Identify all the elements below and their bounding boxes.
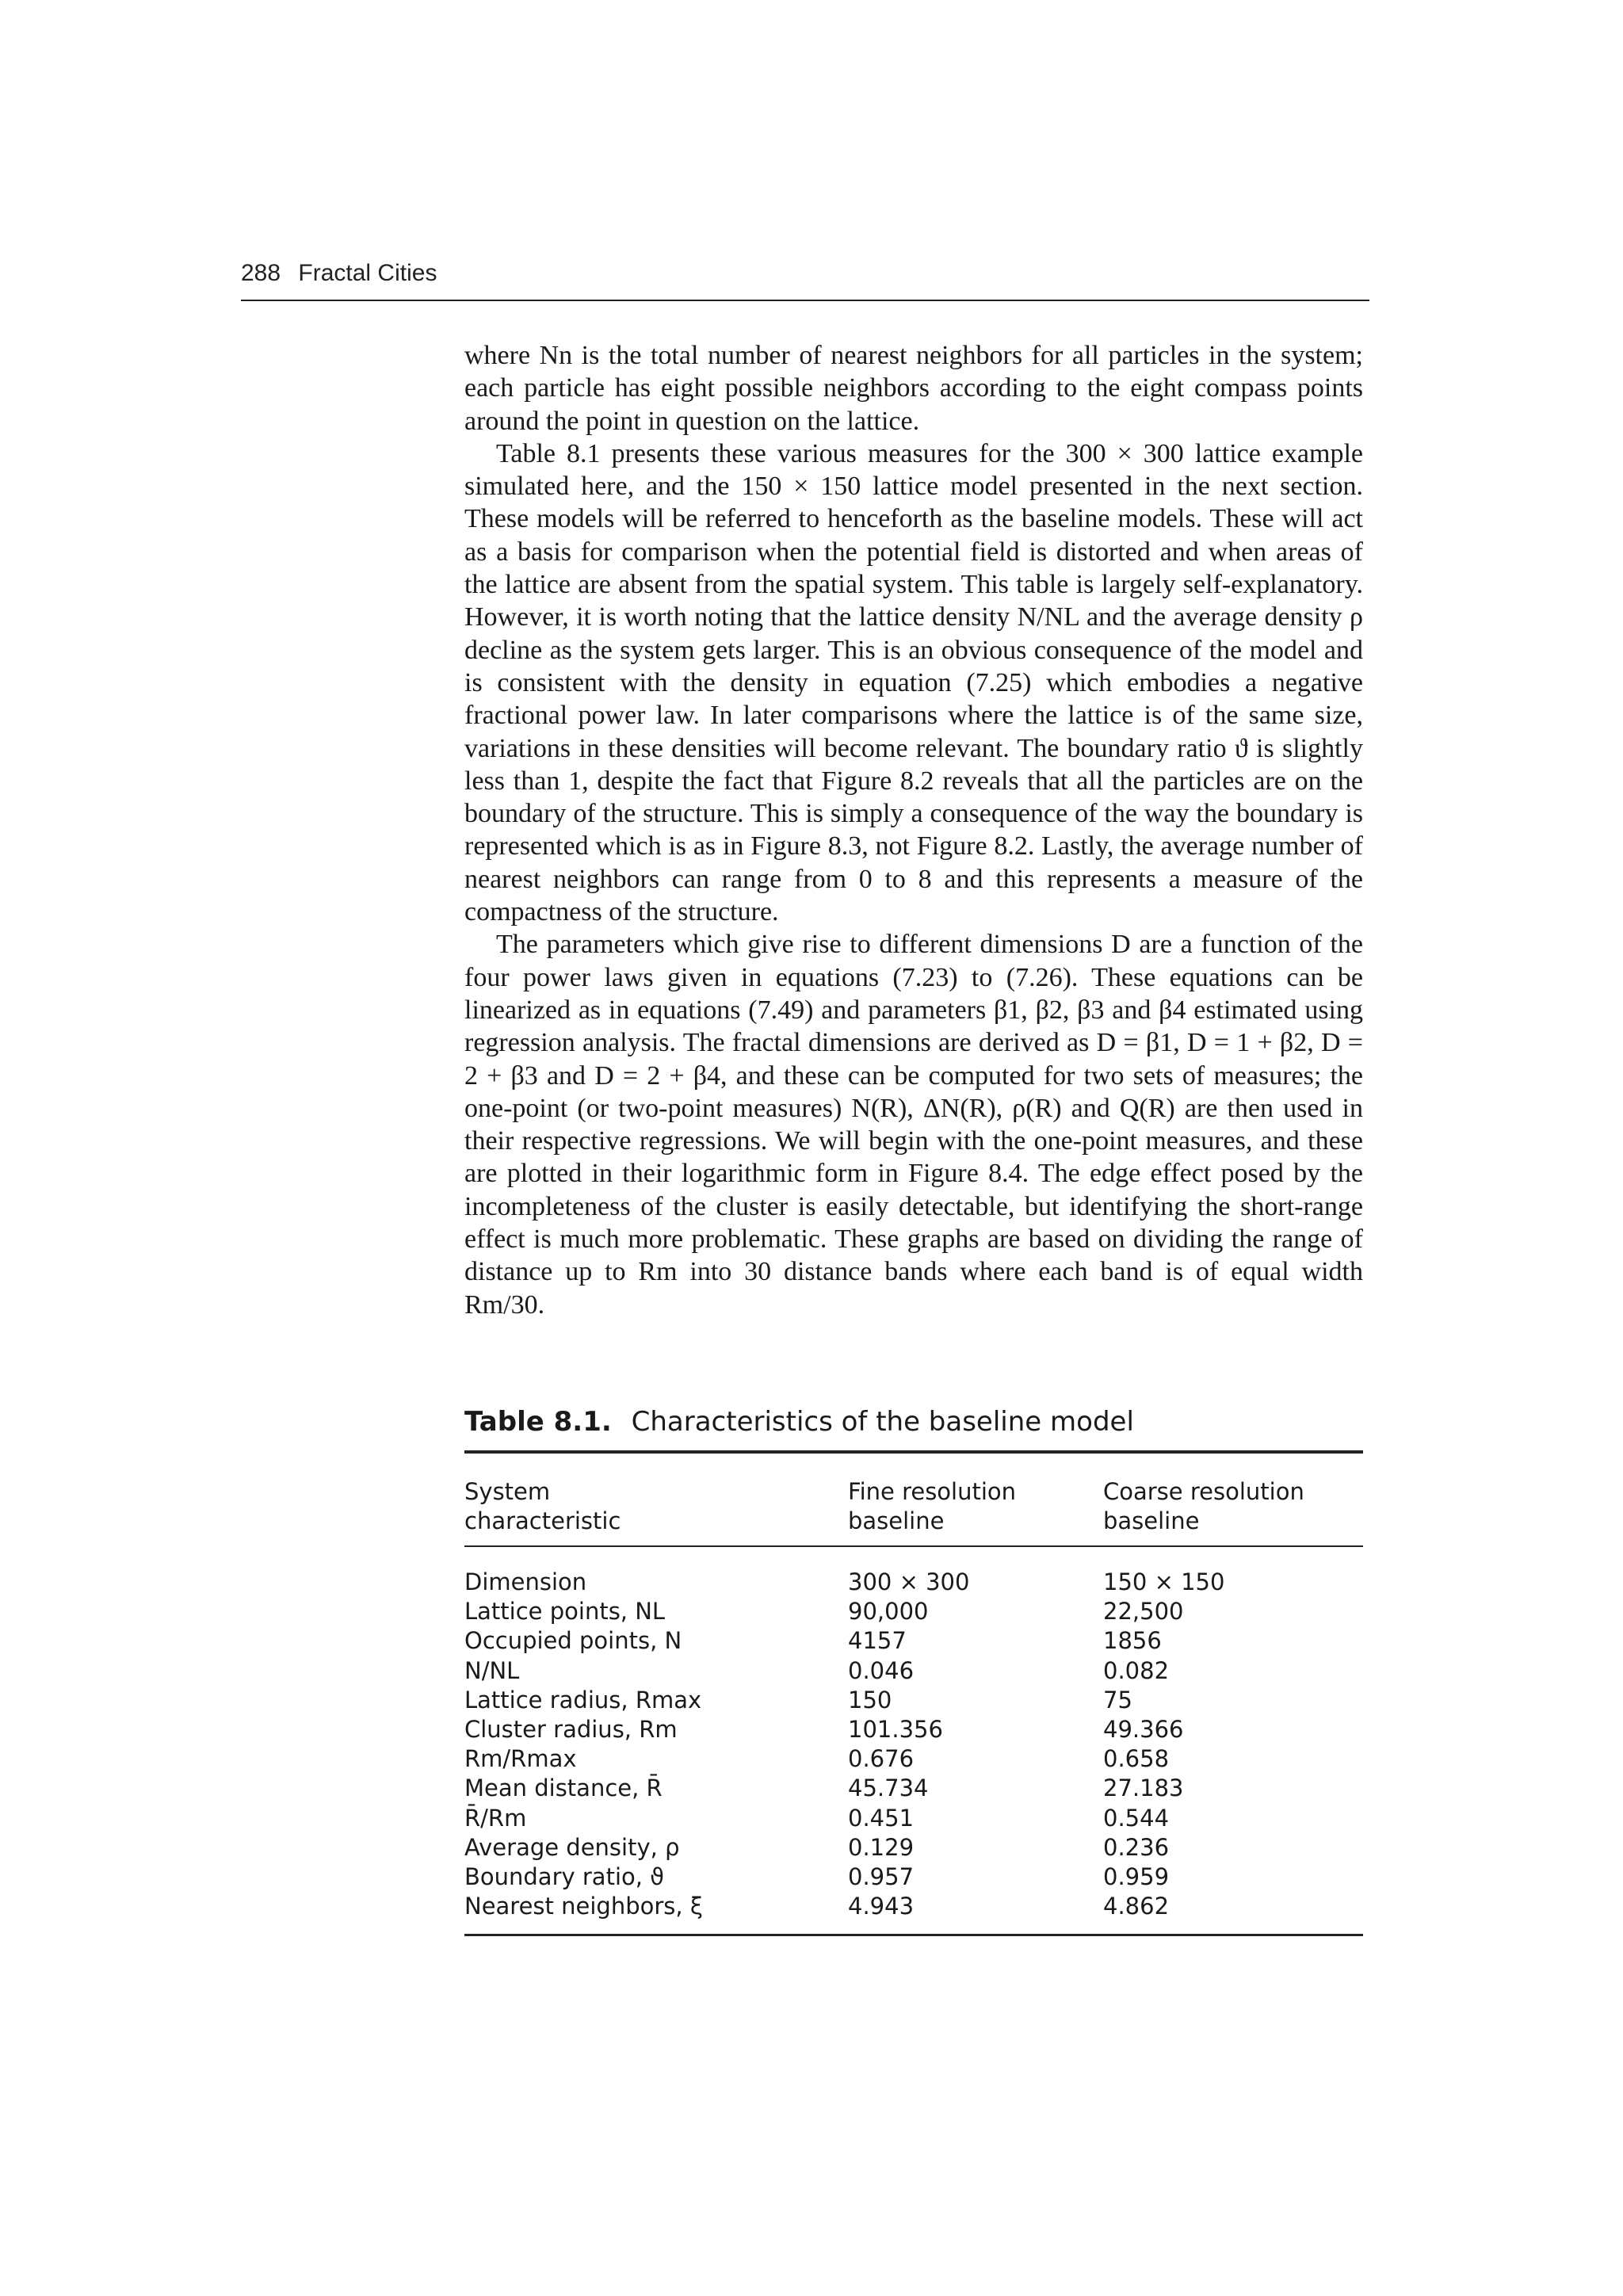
table-number: Table 8.1.	[464, 1406, 612, 1438]
fine-value: 0.129	[848, 1833, 915, 1861]
row-label: Dimension	[464, 1568, 587, 1595]
table-row	[464, 1568, 1363, 1597]
table-row	[464, 1862, 1363, 1892]
coarse-value: 1856	[1103, 1627, 1162, 1655]
row-label: Lattice radius, Rmax	[464, 1686, 702, 1713]
coarse-value: 0.959	[1103, 1862, 1170, 1890]
coarse-value: 0.544	[1103, 1804, 1170, 1832]
fine-value: 0.957	[848, 1862, 915, 1890]
paragraph-1: where Nn is the total number of nearest neighbors for all particles in the system; each particle has eight possible neighbors according to the eight compass points around the point in question on the lattice.	[464, 341, 1363, 436]
coarse-value: 0.658	[1103, 1745, 1170, 1773]
row-label: Average density, ρ	[464, 1833, 680, 1861]
coarse-value: 49.366	[1103, 1715, 1184, 1743]
table-body	[464, 1568, 1363, 1921]
row-label: R̄/Rm	[464, 1804, 527, 1832]
table-row	[464, 1626, 1363, 1656]
paragraph-2: Table 8.1 presents these various measures for the 300 × 300 lattice example simulated here, and the 150 × 150 lattice model presented in the next section. These models will be referred to henceforth as the baseline models. These will act as a basis for comparison when the potential field is distorted and when areas of the lattice are absent from the spatial system. This table is largely self-explanatory. However, it is worth noting that the lattice density N/NL and the average density ρ decline as the system gets larger. This is an obvious consequence of the model and is consistent with the density in equation (7.25) which embodies a negative fractional power law. In later comparisons where the lattice is of the same size, variations in these densities will become relevant. The boundary ratio ϑ is slightly less than 1, despite the fact that Figure 8.2 reveals that all the particles are on the boundary of the structure. This is simply a consequence of the way the boundary is represented which is as in Figure 8.3, not Figure 8.2. Lastly, the average number of nearest neighbors can range from 0 to 8 and this represents a measure of the compactness of the structure.	[464, 438, 1363, 927]
running-title: Fractal Cities	[298, 260, 437, 286]
table-row	[464, 1774, 1363, 1803]
row-label: N/NL	[464, 1656, 520, 1684]
table-caption	[464, 1406, 1134, 1438]
table-row	[464, 1597, 1363, 1626]
table-top-rule	[464, 1450, 1363, 1454]
running-head	[241, 260, 437, 287]
paragraph-3: The parameters which give rise to different dimensions D are a function of the four power laws given in equations (7.23) to (7.26). These equations can be linearized as in equations (7.49) and parameters β1, β2, β3 and β4 estimated using regression analysis. The fractal dimensions are derived as D = β1, D = 1 + β2, D = 2 + β3 and D = 2 + β4, and these can be computed for two sets of measures; the one-point (or two-point measures) N(R), ΔN(R), ρ(R) and Q(R) are then used in their respective regressions. We will begin with the one-point measures, and these are plotted in their logarithmic form in Figure 8.4. The edge effect posed by the incompleteness of the cluster is easily detectable, but identifying the short-range effect is much more problematic. These graphs are based on dividing the range of distance up to Rm into 30 distance bands where each band is of equal width Rm/30.	[464, 930, 1363, 1320]
coarse-value: 0.236	[1103, 1833, 1170, 1861]
body-text	[464, 339, 1363, 1321]
row-label: Cluster radius, Rm	[464, 1715, 678, 1743]
table-row	[464, 1686, 1363, 1715]
column-header-fine: Fine resolution baseline	[848, 1478, 1017, 1534]
fine-value: 300 × 300	[848, 1568, 970, 1595]
table-row	[464, 1804, 1363, 1833]
coarse-value: 150 × 150	[1103, 1568, 1225, 1595]
column-header-coarse: Coarse resolution baseline	[1103, 1478, 1304, 1534]
fine-value: 0.046	[848, 1656, 915, 1684]
table-row	[464, 1656, 1363, 1686]
row-label: Boundary ratio, ϑ	[464, 1862, 665, 1890]
table-row	[464, 1715, 1363, 1744]
fine-value: 4157	[848, 1627, 907, 1655]
fine-value: 90,000	[848, 1598, 929, 1626]
row-label: Lattice points, NL	[464, 1598, 666, 1626]
coarse-value: 0.082	[1103, 1656, 1170, 1684]
fine-value: 0.451	[848, 1804, 915, 1832]
table-bottom-rule	[464, 1934, 1363, 1936]
row-label: Rm/Rmax	[464, 1745, 577, 1773]
coarse-value: 4.862	[1103, 1893, 1170, 1920]
coarse-value: 27.183	[1103, 1775, 1184, 1802]
fine-value: 4.943	[848, 1893, 915, 1920]
fine-value: 101.356	[848, 1715, 943, 1743]
row-label: Nearest neighbors, ξ	[464, 1893, 703, 1920]
fine-value: 45.734	[848, 1775, 929, 1802]
row-label: Mean distance, R̄	[464, 1775, 663, 1802]
table-row	[464, 1833, 1363, 1862]
coarse-value: 22,500	[1103, 1598, 1184, 1626]
page-number: 288	[241, 260, 281, 286]
fine-value: 0.676	[848, 1745, 915, 1773]
fine-value: 150	[848, 1686, 892, 1713]
table-header-rule	[464, 1545, 1363, 1547]
table-caption-text: Characteristics of the baseline model	[631, 1406, 1134, 1438]
row-label: Occupied points, N	[464, 1627, 682, 1655]
coarse-value: 75	[1103, 1686, 1132, 1713]
column-header-characteristic: System characteristic	[464, 1478, 621, 1534]
table-row	[464, 1744, 1363, 1774]
header-rule	[241, 300, 1369, 301]
table-row	[464, 1892, 1363, 1921]
